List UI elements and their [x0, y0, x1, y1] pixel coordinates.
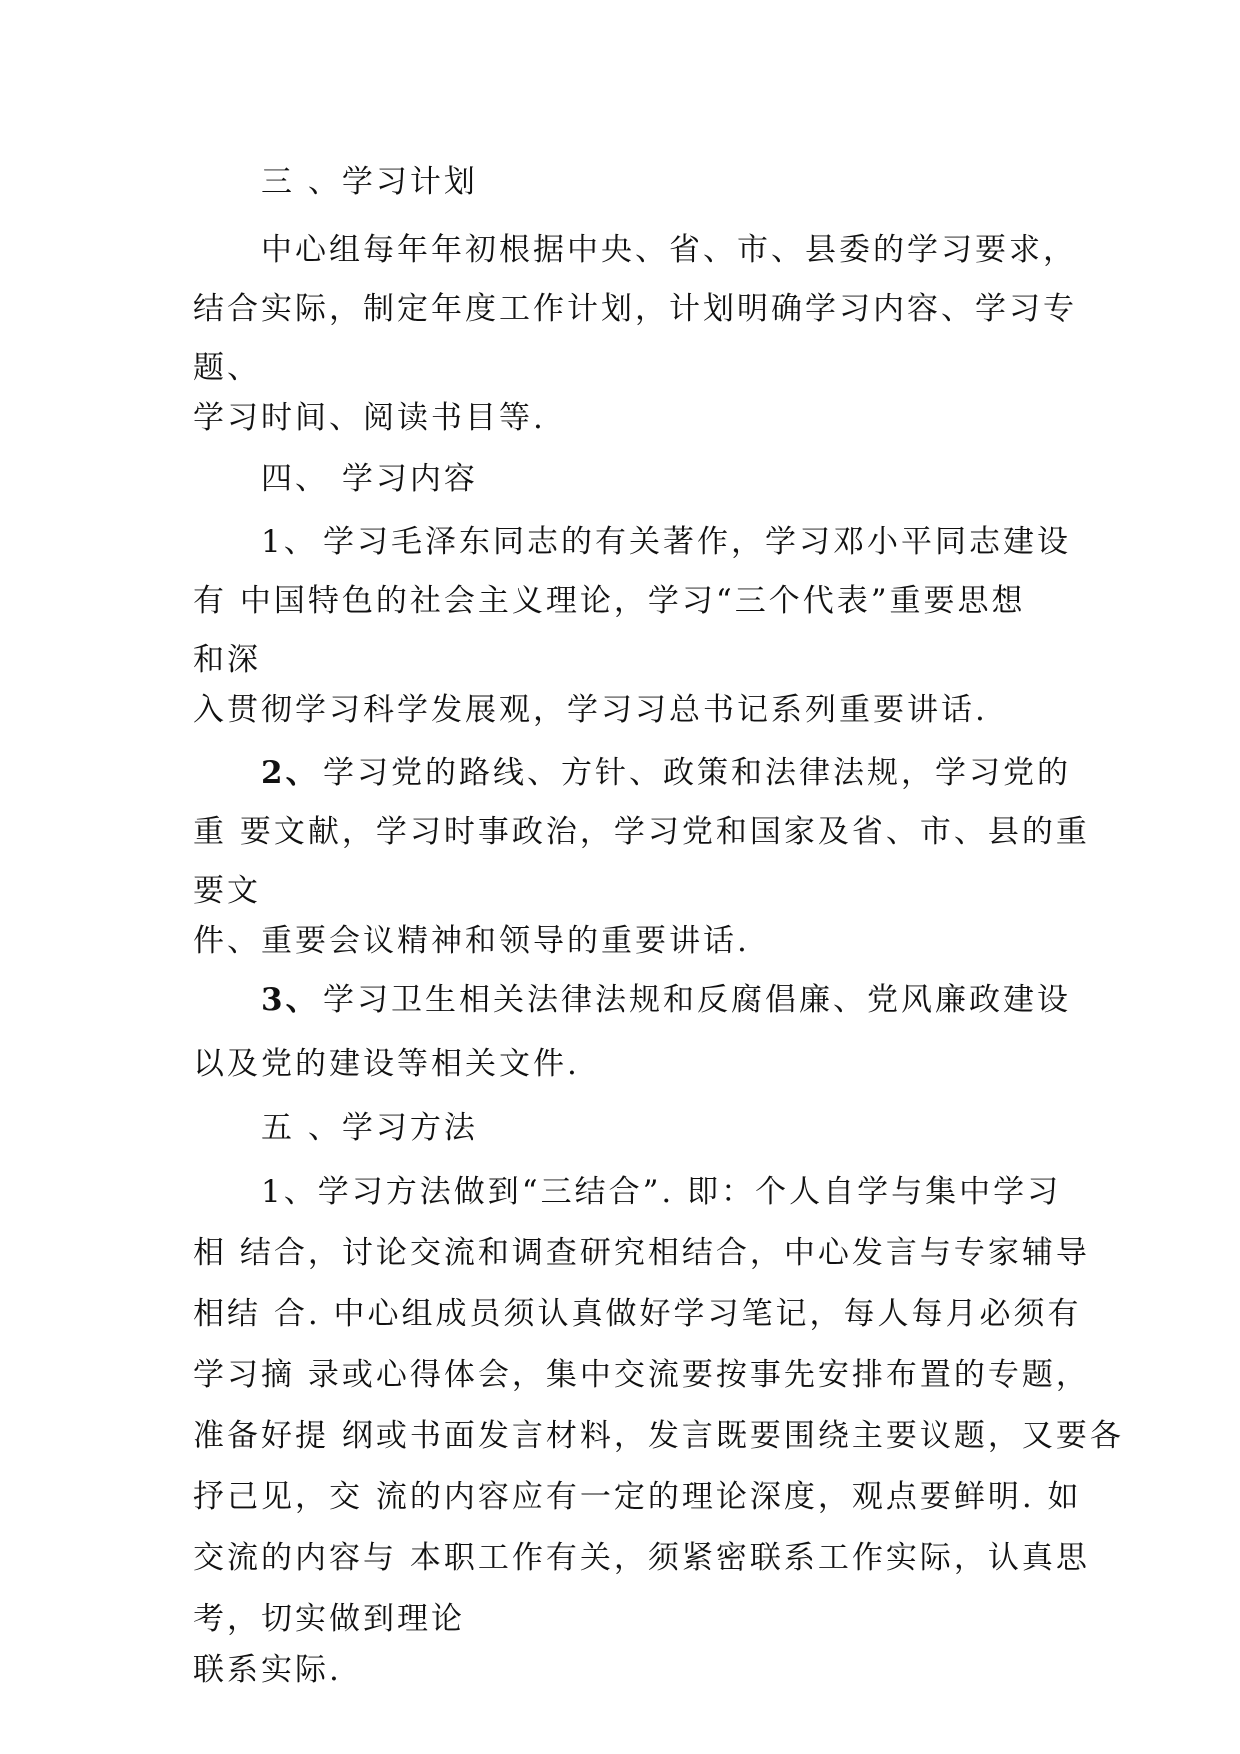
- paragraph-line: 相结 合. 中心组成员须认真做好学习笔记，每人每月必须有: [193, 1296, 1082, 1332]
- paragraph-line: 联系实际.: [193, 1652, 342, 1688]
- list-item-number: 3、: [261, 982, 320, 1018]
- paragraph-line: 结合实际，制定年度工作计划，计划明确学习内容、学习专: [193, 291, 1077, 327]
- paragraph-line: 学习摘 录或心得体会，集中交流要按事先安排布置的专题，: [193, 1357, 1090, 1393]
- section-5-heading: 五 、学习方法: [261, 1110, 478, 1146]
- paragraph-line: 和深: [193, 642, 261, 678]
- paragraph-line: 中心组每年年初根据中央、省、市、县委的学习要求，: [261, 232, 1077, 268]
- paragraph-line: 件、重要会议精神和领导的重要讲话.: [193, 923, 750, 959]
- paragraph-line: 学习党的路线、方针、政策和法律法规，学习党的: [323, 755, 1071, 791]
- paragraph-line: 准备好提 纲或书面发言材料，发言既要围绕主要议题，又要各: [193, 1418, 1124, 1454]
- section-3-heading: 三 、学习计划: [261, 164, 478, 200]
- paragraph-line: 以及党的建设等相关文件.: [193, 1046, 580, 1082]
- list-item-number: 2、: [261, 755, 320, 791]
- paragraph-line: 学习时间、阅读书目等.: [193, 400, 546, 436]
- paragraph-line: 相 结合，讨论交流和调查研究相结合，中心发言与专家辅导: [193, 1235, 1090, 1271]
- paragraph-line: 交流的内容与 本职工作有关，须紧密联系工作实际，认真思: [193, 1540, 1090, 1576]
- section-4-heading: 四、 学习内容: [261, 461, 478, 497]
- list-item-number: 1、: [261, 524, 318, 560]
- paragraph-line: 重 要文献，学习时事政治，学习党和国家及省、市、县的重: [193, 814, 1090, 850]
- paragraph-line: 学习毛泽东同志的有关著作，学习邓小平同志建设: [323, 524, 1071, 560]
- paragraph-line: 要文: [193, 873, 261, 909]
- paragraph-line: 1、学习方法做到“三结合”. 即：个人自学与集中学习: [261, 1174, 1062, 1210]
- paragraph-line: 有 中国特色的社会主义理论，学习“三个代表”重要思想: [193, 583, 1026, 619]
- paragraph-line: 学习卫生相关法律法规和反腐倡廉、党风廉政建设: [323, 982, 1071, 1018]
- paragraph-line: 题、: [193, 350, 261, 386]
- paragraph-line: 考，切实做到理论: [193, 1601, 465, 1637]
- paragraph-line: 抒己见，交 流的内容应有一定的理论深度，观点要鲜明. 如: [193, 1479, 1082, 1515]
- paragraph-line: 入贯彻学习科学发展观，学习习总书记系列重要讲话.: [193, 692, 988, 728]
